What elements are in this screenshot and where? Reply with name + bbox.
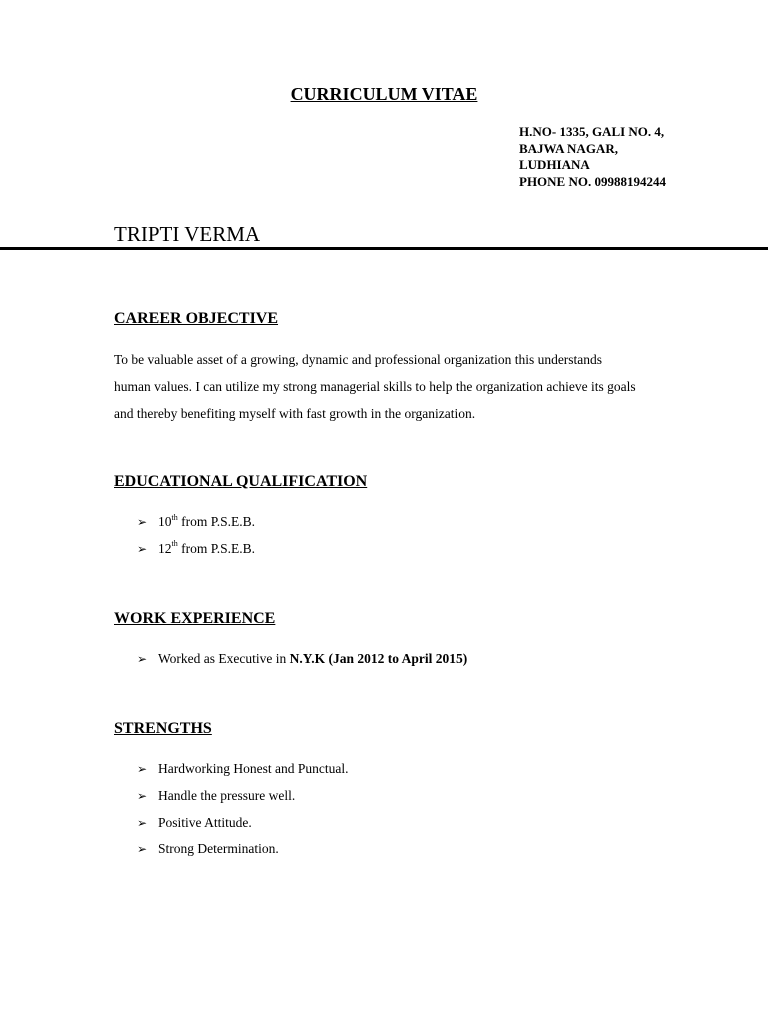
arrow-bullet-icon: ➢ — [137, 652, 148, 666]
arrow-bullet-icon: ➢ — [137, 541, 148, 556]
address-line-2: BAJWA NAGAR, — [519, 140, 618, 156]
arrow-bullet-icon: ➢ — [137, 788, 148, 803]
contact-address-block — [519, 124, 666, 190]
list-item: ➢ 10th from P.S.E.B. — [137, 509, 255, 536]
arrow-bullet-icon: ➢ — [137, 762, 148, 776]
list-item: ➢ Hardworking Honest and Punctual. — [137, 756, 348, 783]
section-heading-education: EDUCATIONAL QUALIFICATION — [114, 473, 368, 490]
employer-and-dates: N.Y.K (Jan 2012 to April 2015) — [289, 651, 468, 666]
strengths-list — [137, 756, 348, 863]
list-item: ➢ Worked as Executive in N.Y.K (Jan 2012 to April 2015) — [137, 646, 467, 673]
list-item: ➢ Strong Determination. — [137, 836, 348, 863]
work-experience-list — [137, 646, 467, 673]
section-heading-strengths: STRENGTHS — [114, 720, 212, 737]
address-line-3: LUDHIANA — [519, 157, 590, 172]
career-objective-paragraph — [114, 346, 714, 427]
paragraph-line: and thereby benefiting myself with fast growth in the organization. — [114, 406, 476, 421]
list-item: ➢ Handle the pressure well. — [137, 783, 348, 810]
paragraph-line: To be valuable asset of a growing, dynamic and professional organization this understands — [114, 352, 603, 367]
arrow-bullet-icon: ➢ — [137, 515, 148, 529]
list-item: ➢ 12th from P.S.E.B. — [137, 536, 255, 563]
candidate-name: TRIPTI VERMA — [114, 222, 261, 246]
paragraph-line: human values. I can utilize my strong managerial skills to help the organization achieve its goals — [114, 379, 636, 394]
document-title: CURRICULUM VITAE — [290, 84, 478, 104]
arrow-bullet-icon: ➢ — [137, 842, 148, 857]
section-heading-career-objective: CAREER OBJECTIVE — [114, 310, 279, 327]
education-list — [137, 509, 255, 563]
phone-number: PHONE NO. 09988194244 — [519, 173, 666, 189]
address-line-1: H.NO- 1335, GALI NO. 4, — [519, 124, 665, 139]
list-item: ➢ Positive Attitude. — [137, 810, 348, 837]
arrow-bullet-icon: ➢ — [137, 815, 148, 830]
section-heading-work-experience: WORK EXPERIENCE — [114, 610, 276, 627]
horizontal-divider — [0, 247, 768, 250]
